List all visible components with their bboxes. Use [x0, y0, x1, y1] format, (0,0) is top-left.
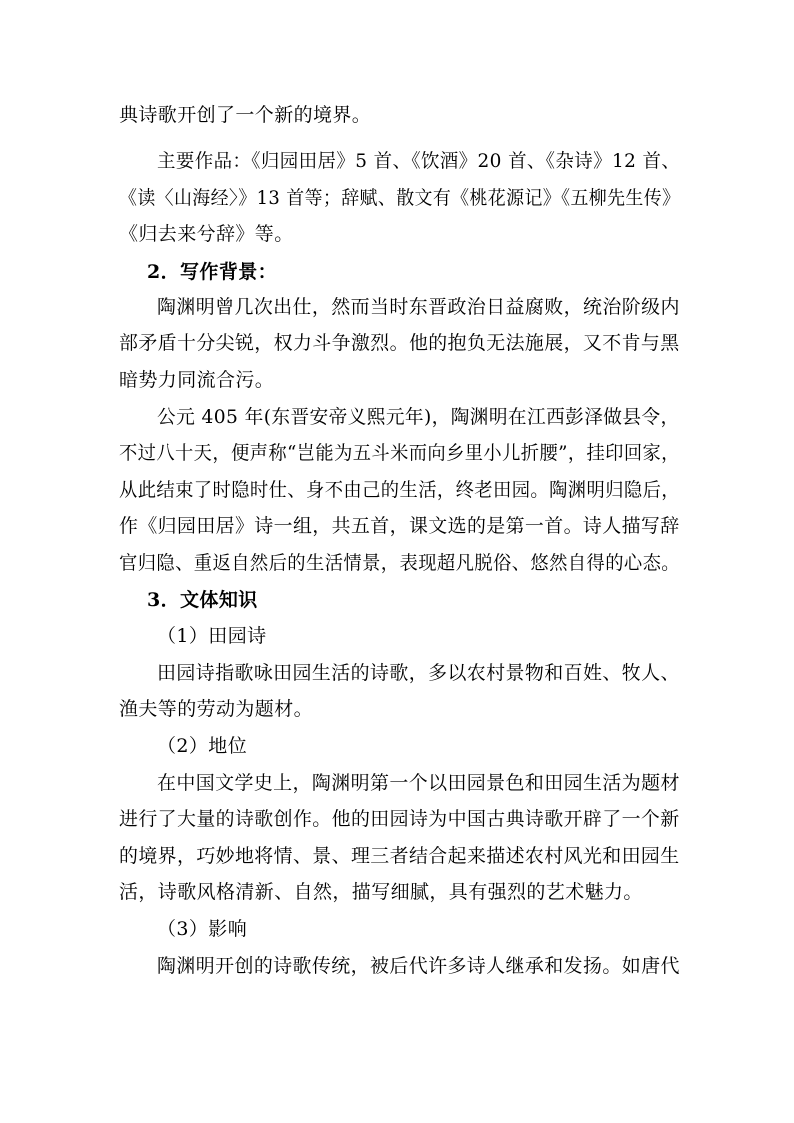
- text-line: 主要作品：《归园田居》5 首、《饮酒》20 首、《杂诗》12 首、: [157, 150, 681, 172]
- text-line: 活，诗歌风格清新、自然，描写细腻，具有强烈的艺术魅力。: [119, 881, 643, 903]
- text-line: 《读〈山海经〉》13 首等；辞赋、散文有《桃花源记》《五柳先生传》: [119, 187, 681, 209]
- text-line: 从此结束了时隐时仕、身不由己的生活，终老田园。陶渊明归隐后，: [119, 479, 681, 501]
- section-heading-genre-knowledge: 3．文体知识: [147, 589, 258, 611]
- text-line: 《归去来兮辞》等。: [119, 223, 294, 245]
- text-line: 暗势力同流合污。: [119, 369, 275, 391]
- section-heading-writing-background: 2．写作背景：: [147, 261, 278, 283]
- subheading-status: （2）地位: [157, 735, 248, 757]
- text-line: 田园诗指歌咏田园生活的诗歌，多以农村景物和百姓、牧人、: [157, 662, 680, 684]
- subheading-influence: （3）影响: [157, 918, 248, 940]
- text-line: 部矛盾十分尖锐，权力斗争激烈。他的抱负无法施展，又不肯与黑: [119, 332, 680, 354]
- text-line: 的境界，巧妙地将情、景、理三者结合起来描述农村风光和田园生: [119, 845, 680, 867]
- text-line: 典诗歌开创了一个新的境界。: [119, 104, 372, 126]
- text-line: 陶渊明曾几次出仕，然而当时东晋政治日益腐败，统治阶级内: [157, 296, 680, 318]
- text-line: 进行了大量的诗歌创作。他的田园诗为中国古典诗歌开辟了一个新: [119, 808, 680, 830]
- text-line: 不过八十天，便声称“岂能为五斗米而向乡里小儿折腰”，挂印回家，: [119, 442, 680, 464]
- text-line: 官归隐、重返自然后的生活情景，表现超凡脱俗、悠然自得的心态。: [119, 552, 681, 574]
- text-line: 作《归园田居》诗一组，共五首，课文选的是第一首。诗人描写辞: [119, 515, 680, 537]
- text-line: 陶渊明开创的诗歌传统，被后代许多诗人继承和发扬。如唐代: [157, 955, 680, 977]
- text-line: 公元 405 年(东晋安帝义熙元年)，陶渊明在江西彭泽做县令，: [157, 406, 680, 428]
- text-line: 在中国文学史上，陶渊明第一个以田园景色和田园生活为题材: [157, 772, 680, 794]
- text-line: 渔夫等的劳动为题材。: [119, 698, 314, 720]
- subheading-pastoral-poetry: （1）田园诗: [157, 625, 267, 647]
